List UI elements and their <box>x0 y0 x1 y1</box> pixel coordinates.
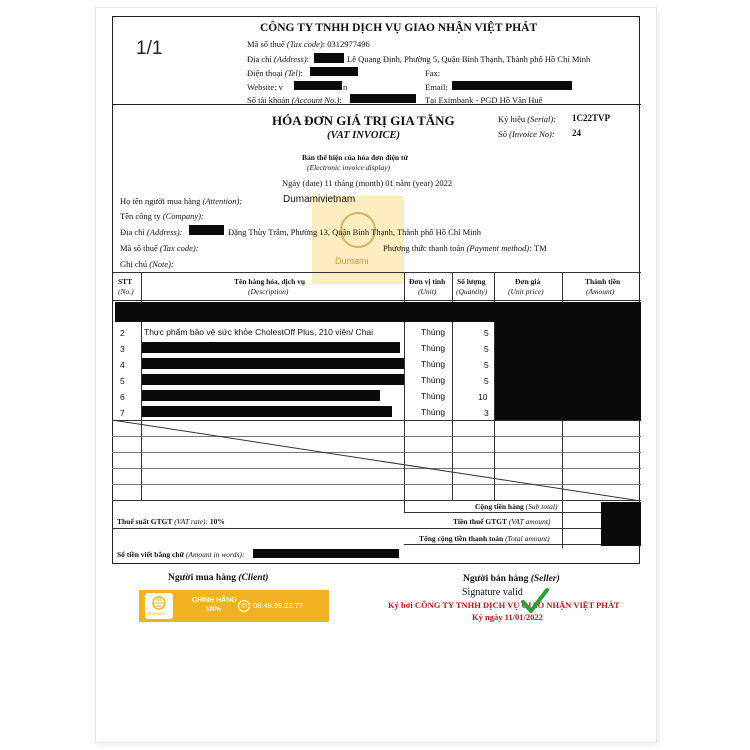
payment-label: Phương thức thanh toán <box>383 243 465 253</box>
row-quantity: 5 <box>484 376 489 386</box>
invoice-number-label-en: (Invoice No): <box>509 129 555 139</box>
buyer-tax-label-en: (Tax code): <box>159 243 199 253</box>
header-unit-price: Đơn giá <box>515 277 541 286</box>
row-unit: Thùng <box>421 343 446 353</box>
serial-row <box>498 114 556 124</box>
header-divider <box>112 104 641 105</box>
buyer-tax-label: Mã số thuế <box>120 243 158 253</box>
seller-company: CÔNG TY TNHH DỊCH VỤ GIAO NHẬN VIỆT PHÁT <box>260 22 538 34</box>
seller-signature-row <box>463 574 560 584</box>
seller-account-label: Số tài khoản <box>247 95 290 105</box>
vat-rate-label: Thuế suất GTGT <box>117 517 173 526</box>
row-no: 3 <box>120 344 125 354</box>
header-description-en: (Description) <box>248 287 289 296</box>
row-no: 6 <box>120 392 125 402</box>
seller-website-suffix: n <box>343 82 348 92</box>
row-no: 4 <box>120 360 125 370</box>
signature-check-icon <box>520 586 550 616</box>
redacted-row-1 <box>115 302 641 322</box>
serial-label: Ký hiệu <box>498 114 526 124</box>
seller-signature-label: Người bán hàng <box>463 574 529 584</box>
seller-account-label-en: (Account No.) <box>291 95 340 105</box>
buyer-company-label: Tên công ty <box>120 211 161 221</box>
row-unit: Thùng <box>421 375 446 385</box>
seller-phone-row: Điện thoại (Tel): <box>247 68 303 78</box>
seller-account-row: Số tài khoản (Account No.): <box>247 95 342 105</box>
subtotal-row <box>475 502 558 511</box>
redacted-description <box>142 406 392 417</box>
redacted-description <box>142 374 404 385</box>
signed-by: Ký bởi CÔNG TY TNHH DỊCH VỤ GIAO NHẬN VIỆT PHÁT <box>388 600 620 610</box>
seller-website-row <box>247 82 283 92</box>
redacted-totals <box>601 502 641 546</box>
row-quantity: 5 <box>484 344 489 354</box>
vat-amount-row <box>453 517 551 526</box>
redacted-description <box>142 342 400 353</box>
row-unit: Thùng <box>421 407 446 417</box>
page-number: 1/1 <box>136 38 163 59</box>
row-quantity: 10 <box>478 392 488 402</box>
note-label: Ghi chú <box>120 259 148 269</box>
seller-signature-label-en: (Seller) <box>530 574 560 584</box>
buyer-attention: Dumamivietnam <box>283 194 356 205</box>
row-no: 2 <box>120 328 125 338</box>
watermark-brand: Dumami <box>335 256 369 266</box>
invoice-subtitle: Bản thể hiện của hóa đơn điện tử <box>302 153 408 162</box>
phone-icon: ✆ <box>238 600 250 612</box>
redacted-phone <box>310 67 358 76</box>
invoice-date: Ngày (date) 11 tháng (month) 01 năm (year) 2022 <box>282 178 453 188</box>
signed-date: Ký ngày 11/01/2022 <box>472 612 543 622</box>
header-unit: Đơn vị tính <box>409 277 446 286</box>
seller-tax-row: Mã số thuế (Tax code): 0312977496 <box>247 39 370 49</box>
header-quantity-en: (Quantity) <box>456 287 488 296</box>
invoice-title: HÓA ĐƠN GIÁ TRỊ GIA TĂNG <box>272 113 455 128</box>
total-label-en: (Total amount) <box>505 534 550 543</box>
badge-line2: 100% <box>206 607 222 613</box>
redacted-address-prefix <box>314 53 344 63</box>
redacted-description <box>142 358 404 369</box>
amount-words-label: Số tiền viết bằng chữ <box>117 550 185 559</box>
redacted-website <box>294 81 342 90</box>
header-unit-en: (Unit) <box>418 287 437 296</box>
seller-website-label: Website: <box>247 82 277 92</box>
row-quantity: 5 <box>484 360 489 370</box>
header-amount-en: (Amount) <box>586 287 615 296</box>
serial-label-en: (Serial): <box>527 114 557 124</box>
seller-address: Lê Quang Định, Phường 5, Quận Bình Thạnh, Thành phố Hồ Chí Minh <box>347 54 591 64</box>
payment-label-en: (Payment method): <box>466 243 532 253</box>
row-unit: Thùng <box>421 391 446 401</box>
redacted-buyer-address <box>189 225 224 235</box>
seller-tax-label: Mã số thuế <box>247 39 285 49</box>
note-row <box>120 259 174 269</box>
invoice-title-en: (VAT INVOICE) <box>327 130 401 141</box>
totals-col-line <box>562 500 563 548</box>
seller-address-label: Địa chỉ <box>247 54 272 64</box>
serial-value: 1C22TVP <box>572 113 610 123</box>
buyer-signature-row <box>168 573 268 583</box>
subtotal-label-en: (Sub total) <box>525 502 558 511</box>
buyer-address-label: Địa chỉ <box>120 227 145 237</box>
redacted-prices <box>495 322 641 420</box>
invoice-number: 24 <box>572 128 581 138</box>
seller-tax-label-en: (Tax code) <box>286 39 323 49</box>
header-quantity: Số lượng <box>457 277 486 286</box>
seller-address-row: Địa chỉ (Address): <box>247 54 310 64</box>
total-label: Tổng cộng tiền thanh toán <box>419 534 504 543</box>
amount-words-label-en: (Amount in words): <box>185 550 245 559</box>
vat-amount-label-en: (VAT amount) <box>508 517 551 526</box>
row-unit: Thùng <box>421 327 446 337</box>
badge-line1: CHÍNH HÃNG <box>192 597 237 604</box>
row-no: 5 <box>120 376 125 386</box>
seller-phone-label: Điện thoại <box>247 68 283 78</box>
invoice-subtitle-en: (Electronic invoice display) <box>307 163 391 172</box>
badge-brand: Dumami <box>148 611 165 616</box>
buyer-attention-label: Họ tên người mua hàng <box>120 196 201 206</box>
vat-rate-label-en: (VAT rate): <box>174 517 208 526</box>
row-quantity: 5 <box>484 328 489 338</box>
subtotal-label: Cộng tiền hàng <box>475 502 524 511</box>
buyer-signature-label-en: (Client) <box>238 573 269 583</box>
seller-fax-label: Fax: <box>425 68 441 78</box>
signature-valid: Signature valid <box>462 587 523 598</box>
buyer-attention-label-en: (Attention): <box>202 196 243 206</box>
buyer-company-label-en: (Company): <box>162 211 204 221</box>
redacted-description <box>142 390 380 401</box>
seller-address-label-en: (Address) <box>273 54 307 64</box>
badge-phone: 08.48.99.22.77 <box>253 601 304 610</box>
invoice-number-row <box>498 129 555 139</box>
buyer-address-label-en: (Address): <box>146 227 183 237</box>
vat-rate-row <box>117 517 225 526</box>
header-description: Tên hàng hóa, dịch vụ <box>234 277 306 286</box>
seller-tax-code: 0312977496 <box>327 39 370 49</box>
redacted-amount-words <box>253 549 399 558</box>
vat-rate: 10% <box>209 517 225 526</box>
seller-email-label: Email: <box>425 82 448 92</box>
payment-row <box>383 243 547 253</box>
buyer-address: Đặng Thùy Trâm, Phường 13, Quận Bình Thạnh, Thành phố Hồ Chí Minh <box>228 227 482 237</box>
header-no-en: (No.) <box>118 287 134 296</box>
buyer-address-row <box>120 227 183 237</box>
seller-website-prefix: v <box>278 82 283 92</box>
row-unit: Thùng <box>421 359 446 369</box>
row-no: 7 <box>120 408 125 418</box>
payment-method: TM <box>533 243 547 253</box>
header-no: STT <box>118 277 133 286</box>
buyer-signature-label: Người mua hàng <box>168 573 236 583</box>
row-description: Thực phẩm bảo vệ sức khỏe CholestOff Plus, 210 viên/ Chai <box>144 327 374 337</box>
buyer-company-row <box>120 211 204 221</box>
row-quantity: 3 <box>484 408 489 418</box>
note-label-en: (Note): <box>149 259 174 269</box>
redacted-account <box>350 94 416 103</box>
empty-rows-strike <box>112 420 641 501</box>
header-unit-price-en: (Unit price) <box>508 287 544 296</box>
invoice-number-label: Số <box>498 129 507 139</box>
redacted-email <box>452 81 572 90</box>
amount-words-row <box>117 550 244 559</box>
buyer-tax-row <box>120 243 199 253</box>
buyer-attention-row <box>120 196 242 206</box>
header-amount: Thành tiền <box>585 277 621 286</box>
vat-amount-label: Tiền thuế GTGT <box>453 517 507 526</box>
seller-bank: Tại Eximbank - PGD Hồ Văn Huê <box>425 95 543 105</box>
total-row <box>419 534 550 543</box>
dumami-badge <box>139 590 329 622</box>
seller-phone-label-en: (Tel) <box>284 68 301 78</box>
